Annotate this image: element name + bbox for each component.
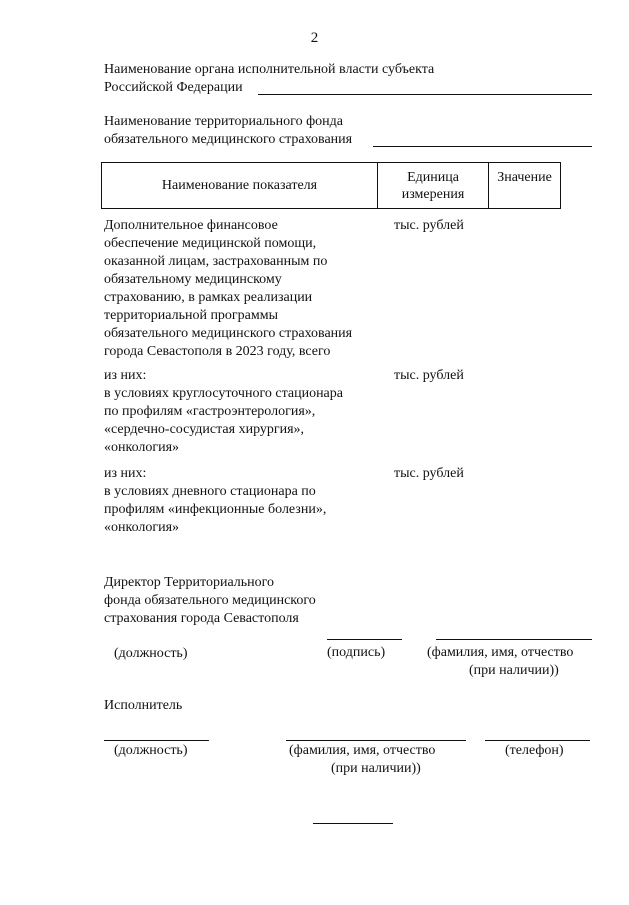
table-row-indicator: из них: в условиях дневного стационара по профилям «инфекционные болезни», «онкология» xyxy=(104,466,327,535)
column-header-indicator: Наименование показателя xyxy=(161,178,318,193)
authority-name-blank-line xyxy=(258,94,592,95)
page-number: 2 xyxy=(310,30,319,46)
director-name-blank-line xyxy=(436,639,592,640)
executor-name-caption-line2: (при наличии)) xyxy=(331,761,421,776)
table-row-indicator: Дополнительное финансовое обеспечение медицинской помощи, оказанной лицам, застрахованным по обязательному медицинскому страхованию, в рамках реализации территориальной программы обязательного медицинского страхования города Севастополя в 2023 году, всего xyxy=(104,218,353,359)
executor-name-caption-line1: (фамилия, имя, отчество xyxy=(289,743,436,758)
signature-caption: (подпись) xyxy=(327,645,386,660)
executor-position-caption: (должность) xyxy=(114,743,188,758)
fund-label-line1: Наименование территориального фонда xyxy=(104,114,343,129)
executor-label: Исполнитель xyxy=(104,698,183,713)
director-name-caption-line2: (при наличии)) xyxy=(469,663,559,678)
director-title-line3: страхования города Севастополя xyxy=(104,611,299,626)
indicator-table-header xyxy=(101,162,561,209)
table-row-unit: тыс. рублей xyxy=(394,466,464,481)
executor-name-blank-line xyxy=(286,740,466,741)
director-title-line1: Директор Территориального xyxy=(104,575,275,590)
director-position-caption: (должность) xyxy=(114,646,188,661)
signature-blank-line xyxy=(327,639,402,640)
executor-phone-blank-line xyxy=(485,740,590,741)
column-header-unit xyxy=(378,169,488,214)
authority-label-line2: Российской Федерации xyxy=(104,80,243,95)
table-row-indicator: из них: в условиях круглосуточного стационара по профилям «гастроэнтерология», «сердечно-сосудистая хирургия», «онкология» xyxy=(104,368,343,455)
column-header-unit-line2: измерения xyxy=(401,187,465,202)
authority-label-line1: Наименование органа исполнительной власти субъекта xyxy=(104,62,435,77)
column-header-value: Значение xyxy=(497,170,552,185)
executor-phone-caption: (телефон) xyxy=(505,743,564,758)
fund-name-blank-line xyxy=(373,146,592,147)
director-name-caption-line1: (фамилия, имя, отчество xyxy=(427,645,574,660)
table-row-unit: тыс. рублей xyxy=(394,218,464,233)
column-header-unit-line1: Единица xyxy=(407,170,459,185)
director-title-line2: фонда обязательного медицинского xyxy=(104,593,316,608)
end-of-document-divider xyxy=(313,823,393,824)
executor-position-blank-line xyxy=(104,740,209,741)
table-row-unit: тыс. рублей xyxy=(394,368,464,383)
fund-label-line2: обязательного медицинского страхования xyxy=(104,132,353,147)
